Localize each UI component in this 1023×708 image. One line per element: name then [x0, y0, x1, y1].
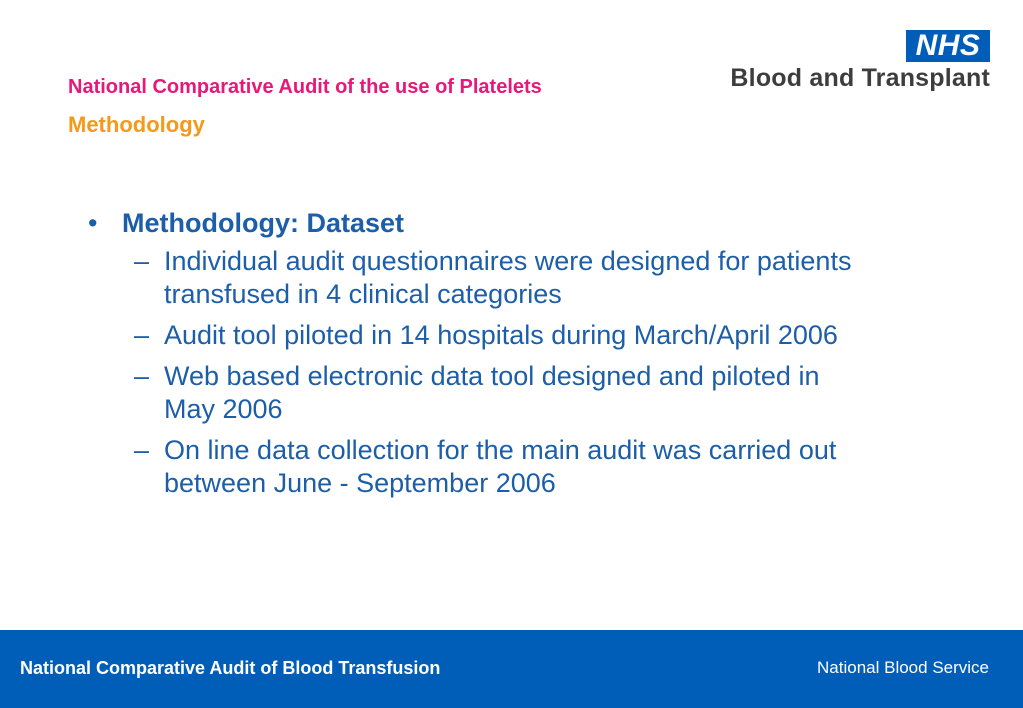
sub-bullet-item: [88, 434, 864, 500]
dash-marker: –: [134, 246, 150, 276]
nhs-logo: [700, 30, 992, 94]
logo-text: Blood and Transplant: [730, 64, 990, 92]
dash-marker: –: [134, 361, 150, 391]
sub-bullet-text: Audit tool piloted in 14 hospitals during March/April 2006: [164, 320, 838, 350]
sub-bullet-item: [88, 319, 864, 352]
sub-bullet-text: Web based electronic data tool designed and piloted in May 2006: [164, 361, 820, 424]
main-bullet: [88, 208, 948, 239]
bullet-text: Methodology: Dataset: [122, 208, 405, 238]
footer-left-text: National Comparative Audit of Blood Transfusion: [20, 658, 441, 678]
sub-bullet-list: [88, 245, 948, 500]
sub-bullet-item: [88, 360, 864, 426]
slide-subtitle: Methodology: [68, 112, 205, 137]
dash-marker: –: [134, 435, 150, 465]
dash-marker: –: [134, 320, 150, 350]
footer-bar: [0, 630, 1023, 708]
slide-content: [88, 208, 948, 508]
slide-title: National Comparative Audit of the use of Platelets: [68, 76, 542, 98]
sub-bullet-item: [88, 245, 864, 311]
footer-right-text: National Blood Service: [817, 658, 989, 677]
sub-bullet-text: On line data collection for the main audit was carried out between June - September 2006: [164, 435, 837, 498]
bullet-marker: •: [88, 208, 98, 238]
nhs-badge: NHS: [906, 30, 990, 62]
sub-bullet-text: Individual audit questionnaires were designed for patients transfused in 4 clinical categories: [164, 246, 852, 309]
